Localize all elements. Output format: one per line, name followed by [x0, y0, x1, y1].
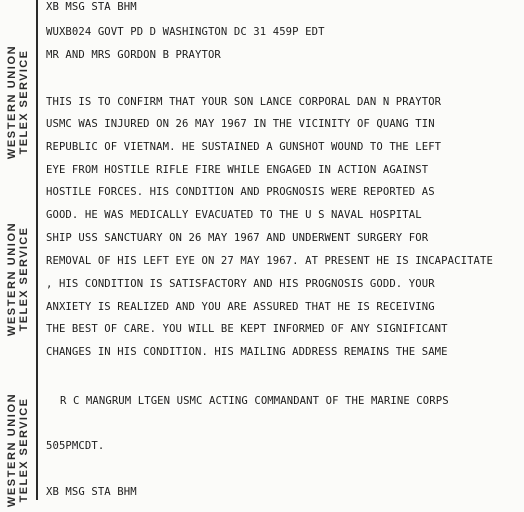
body-line: , HIS CONDITION IS SATISFACTORY AND HIS PROGNOSIS GODD. YOUR: [46, 278, 435, 290]
routing-line: WUXB024 GOVT PD D WASHINGTON DC 31 459P EDT: [46, 26, 325, 38]
message-footer: XB MSG STA BHM: [46, 486, 137, 498]
body-line: THIS IS TO CONFIRM THAT YOUR SON LANCE CORPORAL DAN N PRAYTOR: [46, 96, 442, 108]
body-line: REPUBLIC OF VIETNAM. HE SUSTAINED A GUNSHOT WOUND TO THE LEFT: [46, 141, 442, 153]
body-line: EYE FROM HOSTILE RIFLE FIRE WHILE ENGAGED IN ACTION AGAINST: [46, 164, 429, 176]
body-line: SHIP USS SANCTUARY ON 26 MAY 1967 AND UNDERWENT SURGERY FOR: [46, 232, 429, 244]
western-union-telex-label: WESTERN UNION TELEX SERVICE: [6, 221, 30, 337]
body-line: THE BEST OF CARE. YOU WILL BE KEPT INFORMED OF ANY SIGNIFICANT: [46, 323, 448, 335]
body-line: GOOD. HE WAS MEDICALLY EVACUATED TO THE U S NAVAL HOSPITAL: [46, 209, 422, 221]
message-header: XB MSG STA BHM: [46, 1, 137, 13]
body-line: REMOVAL OF HIS LEFT EYE ON 27 MAY 1967. AT PRESENT HE IS INCAPACITATE: [46, 255, 493, 267]
addressee: MR AND MRS GORDON B PRAYTOR: [46, 49, 221, 61]
time-code: 505PMCDT.: [46, 440, 105, 452]
western-union-telex-label: WESTERN UNION TELEX SERVICE: [6, 392, 30, 508]
signature: R C MANGRUM LTGEN USMC ACTING COMMANDANT OF THE MARINE CORPS: [60, 395, 449, 407]
margin-rule: [36, 0, 38, 500]
body-line: ANXIETY IS REALIZED AND YOU ARE ASSURED THAT HE IS RECEIVING: [46, 301, 435, 313]
body-line: CHANGES IN HIS CONDITION. HIS MAILING ADDRESS REMAINS THE SAME: [46, 346, 448, 358]
western-union-telex-label: WESTERN UNION TELEX SERVICE: [6, 44, 30, 160]
body-line: HOSTILE FORCES. HIS CONDITION AND PROGNOSIS WERE REPORTED AS: [46, 186, 435, 198]
body-line: USMC WAS INJURED ON 26 MAY 1967 IN THE VICINITY OF QUANG TIN: [46, 118, 435, 130]
